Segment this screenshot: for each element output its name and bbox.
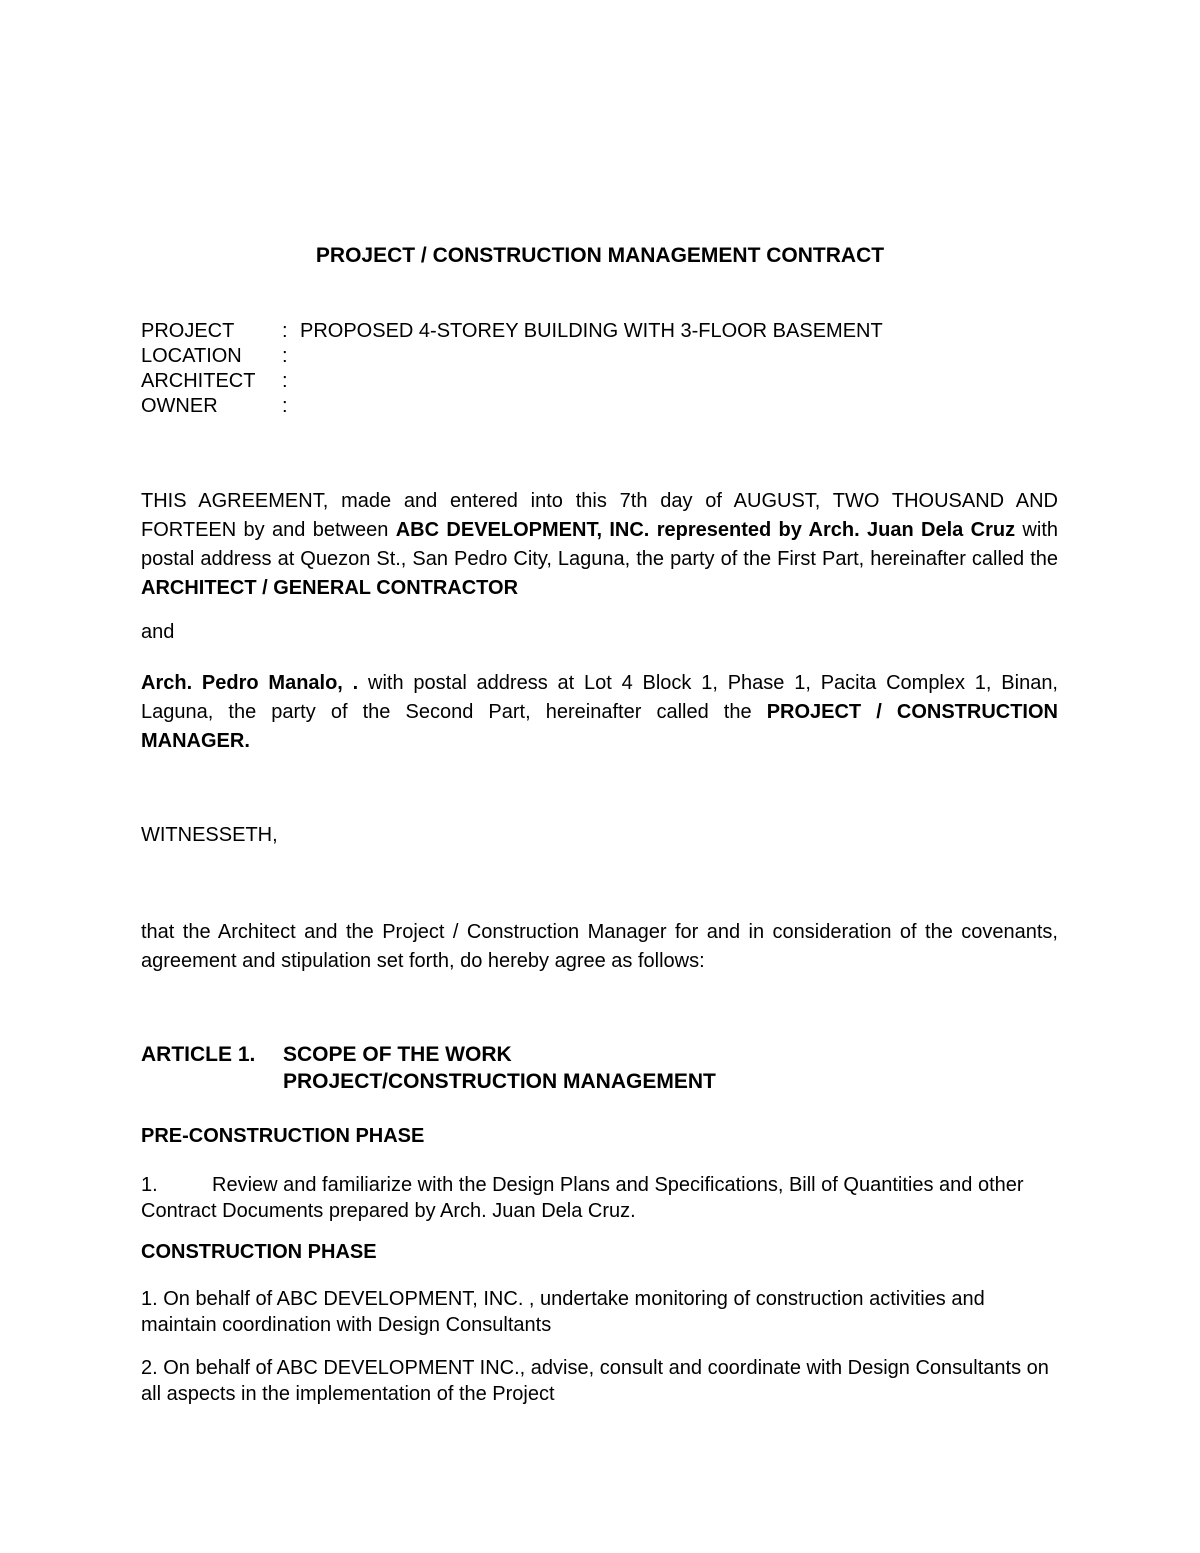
pre-construction-item-text: Review and familiarize with the Design Plans and Specifications, Bill of Quantities and other Contract Documents prepared by Arch. Juan Dela Cruz.	[141, 1174, 1024, 1222]
first-party-name: ABC DEVELOPMENT, INC. represented by Arch. Juan Dela Cruz	[395, 519, 1016, 541]
article-number: ARTICLE 1.	[141, 1043, 256, 1066]
meta-label-owner: OWNER	[141, 395, 218, 417]
meta-label-architect: ARCHITECT	[141, 370, 256, 392]
agreement-text-2: with postal address at Quezon St., San Pedro City, Laguna, the party of the First Part, hereinafter called the	[141, 519, 1059, 570]
meta-colon-architect: :	[282, 370, 288, 392]
pre-construction-heading: PRE-CONSTRUCTION PHASE	[141, 1125, 425, 1147]
agreement-paragraph	[141, 487, 1058, 603]
second-party-name: Arch. Pedro Manalo, .	[141, 672, 359, 694]
construction-heading: CONSTRUCTION PHASE	[141, 1241, 377, 1263]
second-party-text: with postal address at Lot 4 Block 1, Phase 1, Pacita Complex 1, Binan, Laguna, the party of the Second Part, hereinafter called the	[141, 672, 1058, 723]
second-party-paragraph	[141, 669, 1058, 756]
witnesseth-text: WITNESSETH,	[141, 824, 278, 846]
consideration-paragraph: that the Architect and the Project / Construction Manager for and in consideration of the covenants, agreement and stipulation set forth, do hereby agree as follows:	[141, 921, 1058, 972]
article-title-line2: PROJECT/CONSTRUCTION MANAGEMENT	[283, 1070, 716, 1093]
document-title: PROJECT / CONSTRUCTION MANAGEMENT CONTRACT	[315, 244, 885, 267]
article-title-line1: SCOPE OF THE WORK	[283, 1043, 512, 1066]
construction-item-2: 2. On behalf of ABC DEVELOPMENT INC., advise, consult and coordinate with Design Consultants on all aspects in the implementation of the Project	[141, 1357, 1049, 1405]
meta-value-project: PROPOSED 4-STOREY BUILDING WITH 3-FLOOR BASEMENT	[300, 320, 883, 342]
meta-label-project: PROJECT	[141, 320, 235, 342]
construction-item-1: 1. On behalf of ABC DEVELOPMENT, INC. , undertake monitoring of construction activities and maintain coordination with Design Consultants	[141, 1288, 985, 1336]
meta-colon-location: :	[282, 345, 288, 367]
agreement-text-1: THIS AGREEMENT, made and entered into this 7th day of AUGUST, TWO THOUSAND AND FORTEEN by and between	[141, 490, 1058, 541]
first-party-role: ARCHITECT / GENERAL CONTRACTOR	[141, 577, 519, 599]
meta-colon-owner: :	[282, 395, 288, 417]
meta-colon-project: :	[282, 320, 288, 342]
meta-label-location: LOCATION	[141, 345, 242, 367]
pre-construction-item-number: 1.	[141, 1174, 158, 1196]
second-party-role: PROJECT / CONSTRUCTION MANAGER.	[141, 701, 1058, 752]
and-text: and	[141, 621, 175, 643]
